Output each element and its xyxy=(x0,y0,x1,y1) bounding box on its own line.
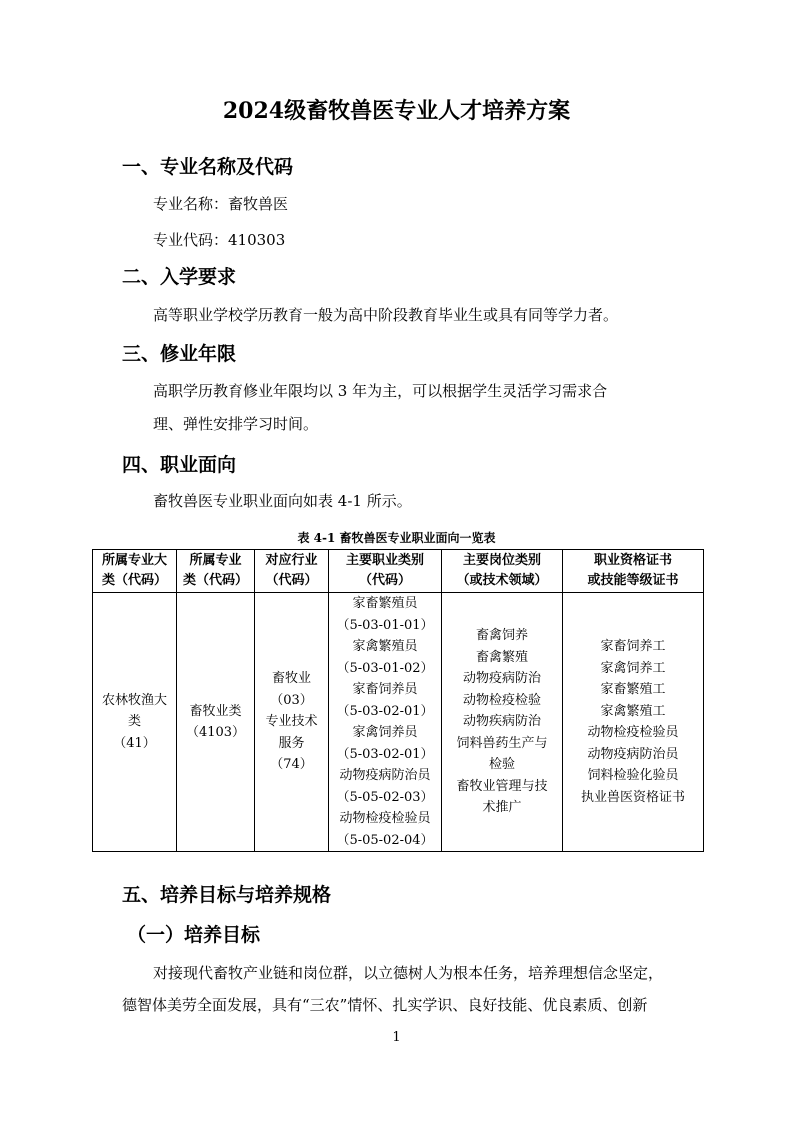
career-intro-text: 畜牧兽医专业职业面向如表 4-1 所示。 xyxy=(153,492,412,510)
table-cell-discipline: 农林牧渔大 类 （41） xyxy=(93,593,177,852)
admission-text: 高等职业学校学历教育一般为高中阶段教育毕业生或具有同等学力者。 xyxy=(153,306,619,324)
section-2-heading: 二、入学要求 xyxy=(122,266,237,288)
table-cell-industry: 畜牧业 （03） 专业技术 服务 （74） xyxy=(255,593,329,852)
document-title: 2024级畜牧兽医专业人才培养方案 xyxy=(222,98,571,124)
table-row xyxy=(93,593,704,852)
table-cell-certificates: 家畜饲养工 家禽饲养工 家畜繁殖工 家禽繁殖工 动物检疫检验员 动物疫病防治员 饲料检验化验员 执业兽医资格证书 xyxy=(563,593,704,852)
section-5-heading: 五、培养目标与培养规格 xyxy=(122,884,332,906)
table-header-cell: 职业资格证书 或技能等级证书 xyxy=(563,550,704,593)
table-cell-occupations: 家畜繁殖员 （5-03-01-01） 家禽繁殖员 （5-03-01-02） 家畜饲养员 （5-03-02-01） 家禽饲养员 （5-03-02-01） 动物疫病防治员 （5-05-02-03） 动物检疫检验员 （5-05-02-04） xyxy=(329,593,442,852)
section-1-heading: 一、专业名称及代码 xyxy=(122,156,294,178)
table-header-cell: 所属专业大 类（代码） xyxy=(93,550,177,593)
duration-text-line-2: 理、弹性安排学习时间。 xyxy=(153,415,319,433)
section-3-heading: 三、修业年限 xyxy=(122,343,237,365)
objective-text-line-2: 德智体美劳全面发展，具有“三农”情怀、扎实学识、良好技能、优良素质、创新 xyxy=(122,996,648,1014)
page-number: 1 xyxy=(392,1030,401,1045)
table-header-cell: 所属专业 类（代码） xyxy=(177,550,255,593)
table-cell-positions: 畜禽饲养 畜禽繁殖 动物疫病防治 动物检疫检验 动物疾病防治 饲料兽药生产与 检验 畜牧业管理与技 术推广 xyxy=(442,593,563,852)
section-5-sub-heading: （一）培养目标 xyxy=(127,924,261,946)
table-caption: 表 4-1 畜牧兽医专业职业面向一览表 xyxy=(297,531,496,545)
table-header-cell: 主要岗位类别 （或技术领域） xyxy=(442,550,563,593)
career-orientation-table xyxy=(92,549,704,852)
objective-text-line-1: 对接现代畜牧产业链和岗位群，以立德树人为根本任务，培养理想信念坚定， xyxy=(153,964,664,982)
section-4-heading: 四、职业面向 xyxy=(122,454,237,476)
table-header-cell: 对应行业 （代码） xyxy=(255,550,329,593)
major-code-line: 专业代码：410303 xyxy=(153,231,286,249)
table-cell-major-class: 畜牧业类 （4103） xyxy=(177,593,255,852)
duration-text-line-1: 高职学历教育修业年限均以 3 年为主，可以根据学生灵活学习需求合 xyxy=(153,382,608,400)
table-header-row xyxy=(93,550,704,593)
table-header-cell: 主要职业类别 （代码） xyxy=(329,550,442,593)
major-name-line: 专业名称：畜牧兽医 xyxy=(153,195,289,213)
